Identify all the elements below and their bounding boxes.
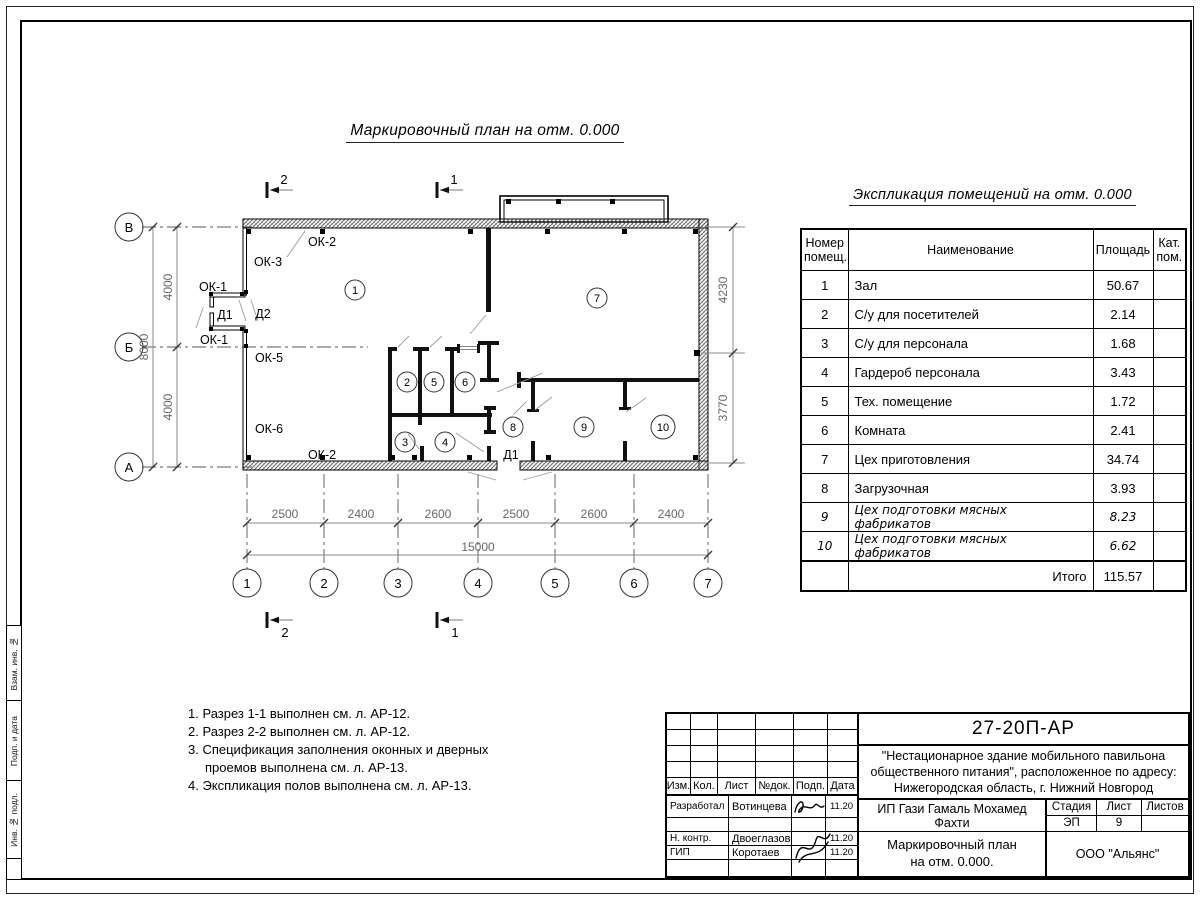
total-value: 115.57 xyxy=(1093,561,1153,591)
label-ok6: ОК-6 xyxy=(254,422,284,436)
axis-row-label: А xyxy=(124,460,134,475)
signature-scribble xyxy=(790,793,828,819)
table-row: 1 Зал 50.67 xyxy=(801,271,1186,300)
col-ndok: №док. xyxy=(756,778,794,794)
dim-right-1: 4230 xyxy=(716,276,730,304)
signer-role: Разработал xyxy=(667,796,729,817)
stage-label: Стадия xyxy=(1047,800,1097,815)
section-mark-1-top: 1 xyxy=(450,172,458,187)
room-7: 7 xyxy=(593,293,601,305)
dim-bottom-5: 2600 xyxy=(580,507,608,521)
table-row: 6 Комната 2.41 xyxy=(801,416,1186,445)
room-2: 2 xyxy=(403,377,411,389)
document-code: 27-20П-АР xyxy=(859,714,1188,746)
porch xyxy=(500,196,668,222)
label-ok1-bottom: ОК-1 xyxy=(199,333,229,347)
room-1: 1 xyxy=(351,285,359,297)
axis-row-label: В xyxy=(124,220,134,235)
dim-bottom-total: 15000 xyxy=(461,540,495,554)
label-ok3: ОК-3 xyxy=(253,255,283,269)
room-numbers xyxy=(345,280,675,452)
margin-label: Инв. № подл. xyxy=(9,793,19,847)
stage-sheet-block xyxy=(1047,800,1188,831)
signer-name: Вотинцева xyxy=(729,796,792,817)
dim-right-2: 3770 xyxy=(716,394,730,422)
table-row: 10 Цех подготовки мясных фабрикатов 6.62 xyxy=(801,532,1186,562)
section-markers xyxy=(266,172,464,640)
room-4: 4 xyxy=(441,437,449,449)
room-6: 6 xyxy=(461,377,469,389)
room-8: 8 xyxy=(509,422,517,434)
label-d1: Д1 xyxy=(217,308,233,322)
dim-left-1: 4000 xyxy=(161,273,175,301)
signer-role: ГИП xyxy=(667,846,729,859)
label-ok5: ОК-5 xyxy=(254,351,284,365)
table-row: 4 Гардероб персонала 3.43 xyxy=(801,358,1186,387)
label-ok1-top: ОК-1 xyxy=(198,280,228,294)
company-name: ООО "Альянс" xyxy=(1075,847,1160,861)
exterior-walls xyxy=(243,219,708,470)
total-label: Итого xyxy=(848,561,1093,591)
explication-table xyxy=(800,228,1187,592)
explication-title: Экспликация помещений на отм. 0.000 xyxy=(800,186,1185,206)
margin-box-inv xyxy=(6,780,22,860)
signer-name: Двоеглазов xyxy=(729,832,792,845)
axis-col-label: 1 xyxy=(243,576,251,591)
bottom-dimensions xyxy=(243,507,712,559)
axis-col-label: 6 xyxy=(630,576,638,591)
wall-markers xyxy=(246,229,698,460)
axis-col-label: 4 xyxy=(474,576,482,591)
dim-left-total: 8000 xyxy=(137,333,151,361)
title-block-left xyxy=(667,714,859,876)
signature-cell xyxy=(792,796,826,817)
dim-left-2: 4000 xyxy=(161,393,175,421)
table-row: 7 Цех приготовления 34.74 xyxy=(801,445,1186,474)
col-podp: Подп. xyxy=(794,778,828,794)
sheet-value: 9 xyxy=(1097,816,1142,831)
sheets-value xyxy=(1142,816,1188,831)
signer-date: 11.20 xyxy=(829,801,854,812)
margin-box-empty xyxy=(6,858,22,880)
label-ok2-top: ОК-2 xyxy=(307,235,337,249)
stage-value: ЭП xyxy=(1047,816,1097,831)
axis-row-label: Б xyxy=(124,340,134,355)
signer-row-gip xyxy=(667,846,857,860)
signer-row-ncontrol xyxy=(667,832,857,846)
signer-date: 11.20 xyxy=(829,833,854,844)
label-d1-bottom: Д1 xyxy=(503,448,519,462)
table-row: 9 Цех подготовки мясных фабрикатов 8.23 xyxy=(801,503,1186,532)
col-header-area: Площадь xyxy=(1093,229,1153,271)
room-3: 3 xyxy=(401,437,409,449)
margin-box-podp xyxy=(6,700,22,782)
client-name: ИП Гази Гамаль Мохамед Фахти xyxy=(859,800,1047,831)
interior-partitions xyxy=(388,228,700,461)
col-kol: Кол. xyxy=(691,778,718,794)
changes-header-row xyxy=(667,778,857,796)
col-header-cat: Кат. пом. xyxy=(1153,229,1186,271)
table-row: 2 С/у для посетителей 2.14 xyxy=(801,300,1186,329)
dim-bottom-4: 2500 xyxy=(502,507,530,521)
col-list: Лист xyxy=(718,778,756,794)
sheet-label: Лист xyxy=(1097,800,1142,815)
section-mark-2-bottom: 2 xyxy=(281,625,289,640)
col-izm: Изм. xyxy=(666,780,691,792)
note-line: 3. Спецификация заполнения оконных и дверных проемов выполнена см. л. АР-13. xyxy=(188,741,489,775)
note-line: 4. Экспликация полов выполнена см. л. АР-13. xyxy=(188,777,472,793)
signer-date: 11.20 xyxy=(829,847,854,858)
note-line: 1. Разрез 1-1 выполнен см. л. АР-12. xyxy=(188,706,411,721)
col-data: Дата xyxy=(830,780,855,792)
section-mark-1-bottom: 1 xyxy=(451,625,459,640)
sheets-label: Листов xyxy=(1146,801,1184,814)
sheet-name: Маркировочный план на отм. 0.000. xyxy=(859,832,1047,876)
leader-lines xyxy=(287,231,646,480)
object-line: "Нестационарное здание мобильного павильона xyxy=(881,748,1166,763)
table-row: 5 Тех. помещение 1.72 xyxy=(801,387,1186,416)
section-mark-2-top: 2 xyxy=(280,172,288,187)
axis-col-label: 2 xyxy=(320,576,328,591)
label-d2: Д2 xyxy=(255,307,271,321)
room-5: 5 xyxy=(430,377,438,389)
table-row: 8 Загрузочная 3.93 xyxy=(801,474,1186,503)
room-10: 10 xyxy=(656,422,670,434)
object-line: Нижегородская область, г. Нижний Новгород xyxy=(893,781,1154,796)
object-line: общественного питания", расположенное по адресу: xyxy=(870,764,1177,779)
floor-plan xyxy=(0,0,760,660)
room-9: 9 xyxy=(580,422,588,434)
signer-row-developer xyxy=(667,796,857,818)
title-block xyxy=(665,712,1190,878)
axis-col-label: 3 xyxy=(394,576,402,591)
signer-name: Коротаев xyxy=(729,846,792,859)
table-row: 3 С/у для персонала 1.68 xyxy=(801,329,1186,358)
plan-title: Маркировочный план на отм. 0.000 xyxy=(280,122,690,143)
object-description xyxy=(859,746,1188,800)
signer-role: Н. контр. xyxy=(667,832,729,845)
axis-col-label: 5 xyxy=(551,576,559,591)
axis-number-circles xyxy=(233,569,722,597)
table-header-row xyxy=(801,229,1186,271)
dim-bottom-3: 2600 xyxy=(424,507,452,521)
note-line: 2. Разрез 2-2 выполнен см. л. АР-12. xyxy=(188,723,411,739)
dim-bottom-1: 2500 xyxy=(271,507,299,521)
dim-bottom-6: 2400 xyxy=(657,507,685,521)
title-block-right xyxy=(859,714,1188,876)
notes xyxy=(188,705,506,795)
margin-label: Взам. инв. № xyxy=(9,636,19,691)
table-total-row xyxy=(801,561,1186,591)
col-header-num: Номер помещ. xyxy=(801,229,848,271)
axis-col-label: 7 xyxy=(704,576,712,591)
dim-bottom-2: 2400 xyxy=(347,507,375,521)
signature-cell xyxy=(792,832,826,845)
label-ok2-bottom: ОК-2 xyxy=(307,448,337,462)
col-header-name: Наименование xyxy=(848,229,1093,271)
margin-label: Подп. и дата xyxy=(9,715,19,767)
